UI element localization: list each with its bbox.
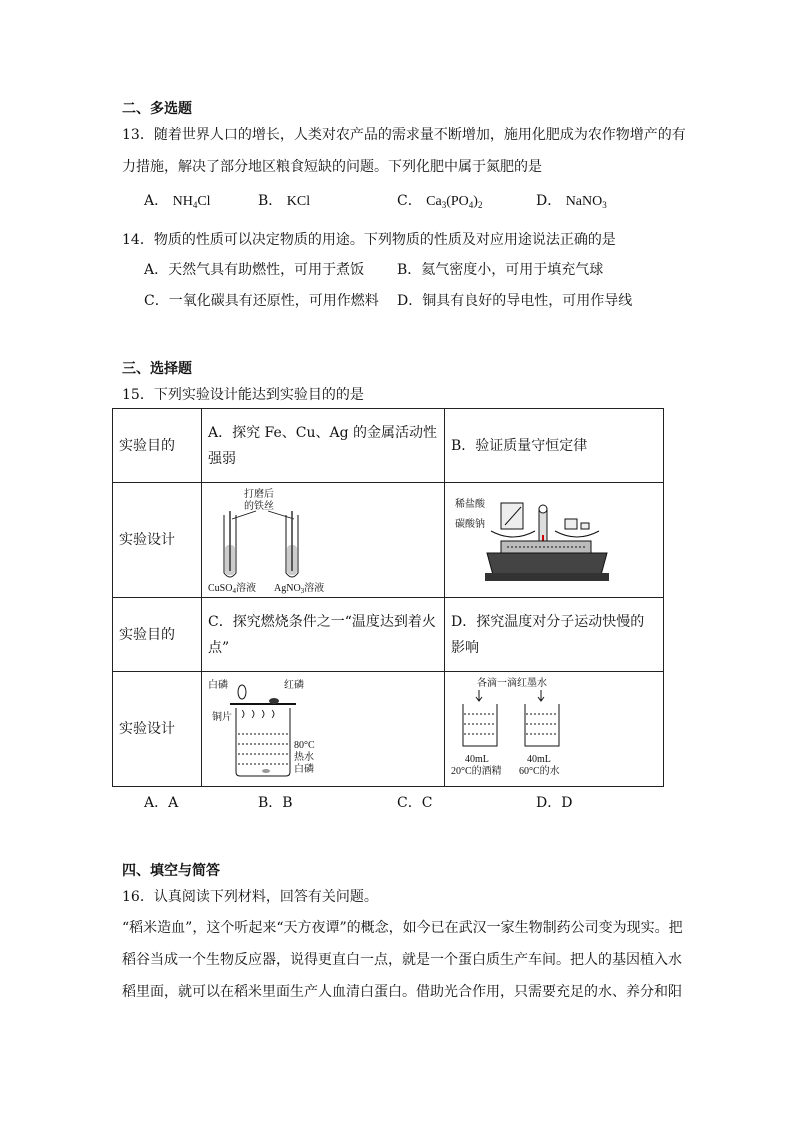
q13-option-b-formula: KCl xyxy=(286,194,311,209)
test-tubes-diagram xyxy=(208,485,428,595)
q13-option-b-prefix: B． xyxy=(258,193,283,209)
passage-line-2: 稻谷当成一个生物反应器，说得更直白一点，就是一个蛋白质生产车间。把人的基因植入水 xyxy=(122,952,682,968)
q13-option-a-formula: $NH_4Cl$ xyxy=(172,194,211,210)
passage-line-1: “稻米造血”，这个听起来“天方夜谭”的概念，如今已在武汉一家生物制药公司变为现实。把 xyxy=(122,920,683,936)
table-row xyxy=(113,598,664,672)
section-heading-multiple-choice: 二、多选题 xyxy=(122,101,192,117)
passage-line-3: 稻里面，就可以在稻米里面生产人血清白蛋白。借助光合作用，只需要充足的水、养分和阳 xyxy=(122,984,682,1000)
copper-label: 铜片 xyxy=(212,712,232,723)
design-label: 实验设计 xyxy=(113,483,202,598)
beakers-diagram xyxy=(451,674,656,784)
table-row xyxy=(113,409,664,483)
q13-option-d-prefix: D． xyxy=(536,193,562,209)
cuso4-label: CuSO$_4$溶液 xyxy=(208,583,256,595)
question-13-line-1: 13．随着世界人口的增长，人类对农产品的需求量不断增加，施用化肥成为农作物增产的有 xyxy=(122,127,686,143)
q14-option-b[interactable]: B．氦气密度小，可用于填充气球 xyxy=(397,262,604,278)
question-16-stem: 16．认真阅读下列材料，回答有关问题。 xyxy=(122,889,378,905)
design-b-cell xyxy=(445,483,664,598)
wire-label-2: 的铁丝 xyxy=(244,501,274,512)
question-14-stem: 14．物质的性质可以决定物质的用途。下列物质的性质及对应用途说法正确的是 xyxy=(122,232,616,248)
balance-diagram xyxy=(451,485,656,595)
white-p-top-label: 白磷 xyxy=(208,680,228,691)
acid-label: 稀盐酸 xyxy=(455,499,485,510)
q15-option-a[interactable]: A．A xyxy=(144,795,179,811)
q15-option-d[interactable]: D．D xyxy=(536,795,573,811)
purpose-d: D．探究温度对分子运动快慢的影响 xyxy=(445,598,664,672)
purpose-b: B．验证质量守恒定律 xyxy=(445,409,664,483)
design-c-cell xyxy=(202,672,445,787)
q13-option-a[interactable] xyxy=(144,190,211,210)
wire-label-1: 打磨后 xyxy=(244,489,274,500)
q13-option-d[interactable] xyxy=(536,190,607,210)
experiment-table xyxy=(112,408,664,787)
section-heading-fill-answer: 四、填空与简答 xyxy=(122,863,220,879)
question-13-line-2: 力措施，解决了部分地区粮食短缺的问题。下列化肥中属于氮肥的是 xyxy=(122,159,542,175)
design-a-cell xyxy=(202,483,445,598)
drop-label: 各滴一滴红墨水 xyxy=(477,678,547,689)
q15-option-c[interactable]: C．C xyxy=(397,795,433,811)
q13-option-c-prefix: C． xyxy=(397,193,422,209)
hot-water-label: 热水 xyxy=(294,752,314,763)
table-row xyxy=(113,672,664,787)
q14-option-d[interactable]: D．铜具有良好的导电性，可用作导线 xyxy=(397,293,633,309)
purpose-c: C．探究燃烧条件之一“温度达到着火点” xyxy=(202,598,445,672)
q15-option-b[interactable]: B．B xyxy=(258,795,293,811)
left-desc-label: 20°C的酒精 xyxy=(451,766,502,777)
purpose-a: A．探究 Fe、Cu、Ag 的金属活动性强弱 xyxy=(202,409,445,483)
q13-option-a-prefix: A． xyxy=(144,193,169,209)
right-vol-label: 40mL xyxy=(527,754,551,765)
q13-option-d-formula: NaNO$_3$ xyxy=(565,194,607,210)
red-p-label: 红磷 xyxy=(284,680,304,691)
q14-option-c[interactable]: C．一氧化碳具有还原性，可用作燃料 xyxy=(144,293,379,309)
purpose-label-2: 实验目的 xyxy=(113,598,202,672)
purpose-label: 实验目的 xyxy=(113,409,202,483)
left-vol-label: 40mL xyxy=(465,754,489,765)
table-row xyxy=(113,483,664,598)
q13-option-c-formula: $Ca_3(PO_4)_2$ xyxy=(426,194,483,210)
combustion-diagram xyxy=(208,674,428,784)
q13-option-c[interactable] xyxy=(397,190,482,210)
right-desc-label: 60°C的水 xyxy=(519,766,560,777)
agno3-label: AgNO$_3$溶液 xyxy=(274,583,325,595)
section-heading-choice: 三、选择题 xyxy=(122,361,192,377)
white-p-bottom-label: 白磷 xyxy=(294,764,314,775)
question-15-stem: 15．下列实验设计能达到实验目的的是 xyxy=(122,387,364,403)
design-label-2: 实验设计 xyxy=(113,672,202,787)
q13-option-b[interactable] xyxy=(258,190,310,210)
carbonate-label: 碳酸钠 xyxy=(455,519,485,530)
temp-label: 80°C xyxy=(294,740,315,751)
design-d-cell xyxy=(445,672,664,787)
q14-option-a[interactable]: A．天然气具有助燃性，可用于煮饭 xyxy=(144,262,365,278)
